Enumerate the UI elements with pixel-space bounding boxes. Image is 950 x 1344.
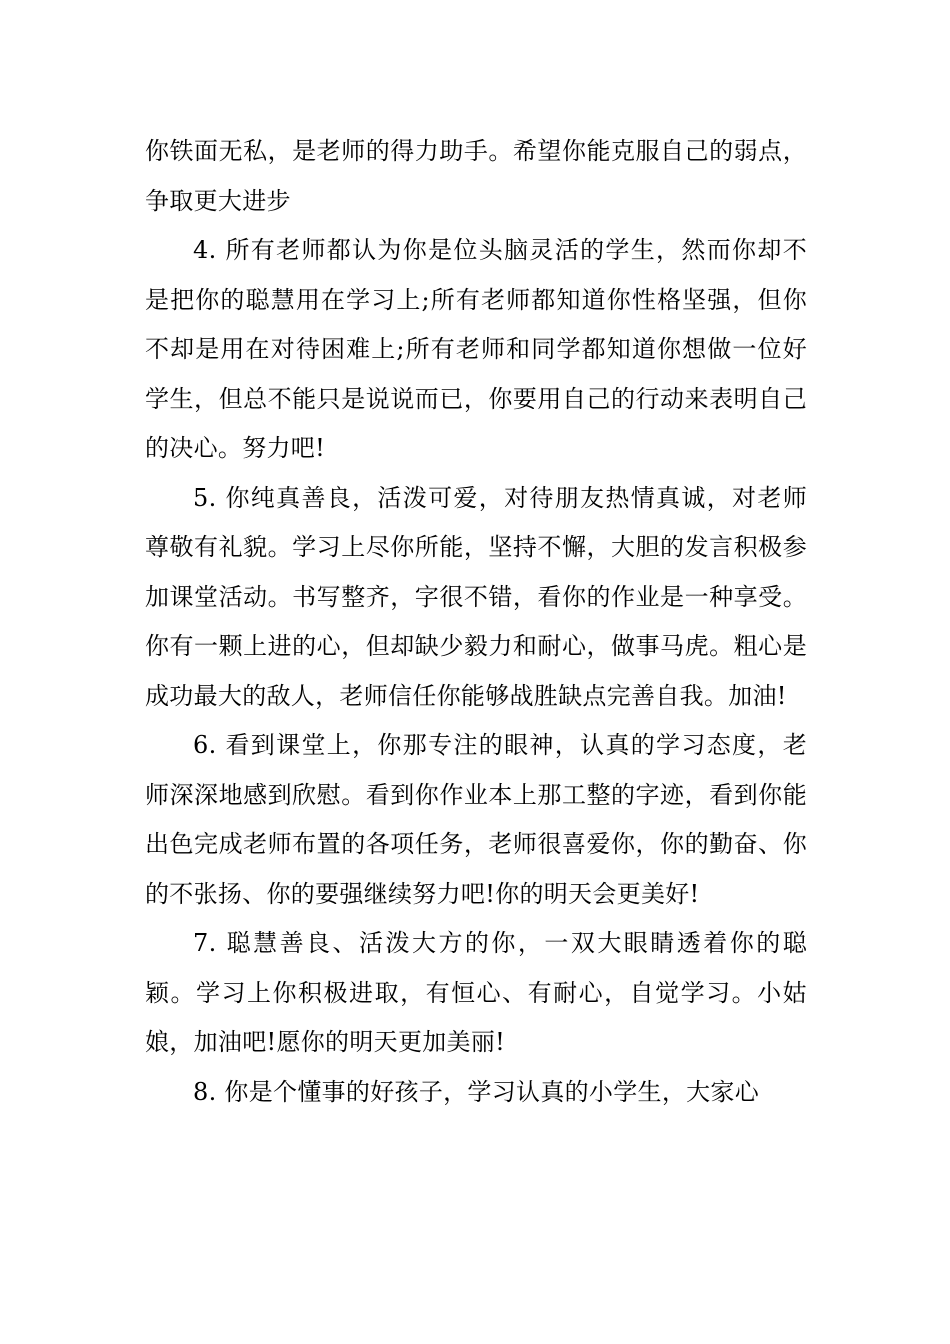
paragraph-item-8: 8. 你是个懂事的好孩子，学习认真的小学生，大家心 [193,1077,760,1106]
paragraph-item-5: 5. 你纯真善良，活泼可爱，对待朋友热情真诚，对老师尊敬有礼貌。学习上尽你所能，坚持不懈，大胆的发言积极参加课堂活动。书写整齐，字很不错，看你的作业是一种享受。你有一颗上进的心，但却缺少毅力和耐心，做事马虎。粗心是成功最大的敌人，老师信任你能够战胜缺点完善自我。加油! [145,483,807,710]
paragraph-item-4: 4. 所有老师都认为你是位头脑灵活的学生，然而你却不是把你的聪慧用在学习上;所有老师都知道你性格坚强，但你不却是用在对待困难上;所有老师和同学都知道你想做一位好学生，但总不能只是说说而已，你要用自己的行动来表明自己的决心。努力吧! [145,236,807,462]
paragraph-continued: 你铁面无私，是老师的得力助手。希望你能克服自己的弱点，争取更大进步 [145,137,807,215]
paragraph-item-6: 6. 看到课堂上，你那专注的眼神，认真的学习态度，老师深深地感到欣慰。看到你作业本上那工整的字迹，看到你能出色完成老师布置的各项任务，老师很喜爱你，你的勤奋、你的不张扬、你的要强继续努力吧!你的明天会更美好! [145,731,807,908]
document-body [145,127,807,1117]
paragraph-item-7: 7. 聪慧善良、活泼大方的你，一双大眼睛透着你的聪颖。学习上你积极进取，有恒心、有耐心，自觉学习。小姑娘，加油吧!愿你的明天更加美丽! [145,929,807,1056]
